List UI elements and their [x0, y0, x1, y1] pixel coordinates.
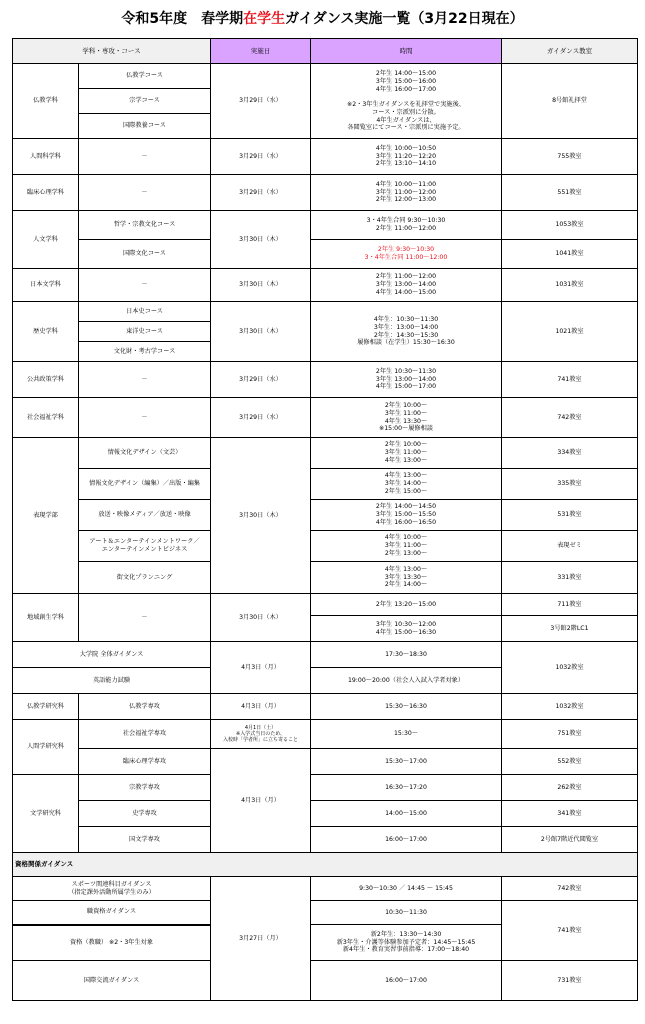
table-row	[13, 531, 638, 562]
header-room: ガイダンス教室	[502, 39, 638, 64]
table-row	[13, 469, 638, 500]
table-row	[13, 302, 638, 322]
time-cell: 2年生 14:00～14:50 3年生 15:00～15:50 4年生 16:00～16:50	[311, 500, 502, 531]
room-cell: 755教室	[502, 139, 638, 175]
room-cell: 551教室	[502, 175, 638, 211]
title-suffix: ガイダンス実施一覧（3月22日現在）	[285, 11, 524, 27]
room-cell: 341教室	[502, 801, 638, 827]
time-cell: 14:00～15:00	[311, 801, 502, 827]
header-time: 時間	[311, 39, 502, 64]
course-cell: －	[79, 139, 211, 175]
dept-cell: 仏教学科	[13, 64, 79, 139]
course-cell: 仏教学専攻	[79, 694, 211, 720]
course-cell: －	[79, 362, 211, 398]
time-cell: 4年生：10:30～11:30 3年生：13:00～14:00 2年生：14:30～15:30 履修相談（在学生）15:30～16:30	[311, 302, 502, 362]
date-cell: 3月29日（水）	[211, 398, 311, 438]
guidance-label: スポーツ関連科目ガイダンス （指定課外活動所属学生のみ）	[13, 877, 211, 901]
course-cell: 国際教養コース	[79, 114, 211, 139]
date-cell: 3月29日（水）	[211, 362, 311, 398]
room-cell: 2号館7階近代閲覧室	[502, 827, 638, 853]
table-row	[13, 139, 638, 175]
room-cell: 552教室	[502, 749, 638, 775]
course-cell: 情報文化デザイン（文芸）	[79, 438, 211, 469]
table-row	[13, 720, 638, 749]
date-cell: 3月30日（木）	[211, 302, 311, 362]
course-cell: 臨床心理学専攻	[79, 749, 211, 775]
time-cell: 15:30～17:00	[311, 749, 502, 775]
date-cell: 4月1日（土） ※入学式当日のため、 入校時「学者所」に立ち寄ること	[211, 720, 311, 749]
dept-cell: 人間科学科	[13, 139, 79, 175]
course-cell: 日本史コース	[79, 302, 211, 322]
course-cell: 史学専攻	[79, 801, 211, 827]
course-cell: 情報文化デザイン（編集）／出版・編集	[79, 469, 211, 500]
room-cell: 表現ゼミ	[502, 531, 638, 562]
time-cell: 15:30～16:30	[311, 694, 502, 720]
course-cell: －	[79, 594, 211, 642]
dept-cell: 公共政策学科	[13, 362, 79, 398]
table-row	[13, 642, 638, 668]
title-prefix: 令和5年度 春学期	[121, 11, 244, 27]
grad-guidance-label: 大学院 全体ガイダンス	[13, 642, 211, 668]
time-cell: 2年生 11:00～12:00 3年生 13:00～14:00 4年生 14:00～15:00	[311, 269, 502, 302]
date-cell: 4月3日（月）	[211, 749, 311, 853]
course-cell: 街文化プランニング	[79, 562, 211, 594]
time-cell: 2年生 13:20～15:00	[311, 594, 502, 616]
room-cell: 731教室	[502, 961, 638, 1001]
time-cell: 4年生 13:00～ 3年生 13:30～ 2年生 14:00～	[311, 562, 502, 594]
table-row	[13, 398, 638, 438]
time-cell: 4年生 10:00～ 3年生 11:00～ 2年生 13:00～	[311, 531, 502, 562]
room-cell: 741教室	[502, 362, 638, 398]
room-cell: 3号館2階LC1	[502, 616, 638, 642]
table-row	[13, 64, 638, 89]
table-row	[13, 175, 638, 211]
room-cell: 742教室	[502, 877, 638, 901]
title-highlight: 在学生	[243, 11, 286, 27]
table-row	[13, 362, 638, 398]
header-date: 実施日	[211, 39, 311, 64]
table-row	[13, 749, 638, 775]
course-cell: －	[79, 175, 211, 211]
room-cell: 1053教室	[502, 211, 638, 240]
time-cell: 10:30～11:30	[311, 901, 502, 925]
time-cell: 2年生 10:00～ 3年生 11:00～ 4年生 13:00～	[311, 438, 502, 469]
time-cell: 9:30～10:30 ／ 14:45 ～ 15:45	[311, 877, 502, 901]
course-cell: 宗教学専攻	[79, 775, 211, 801]
room-cell: 331教室	[502, 562, 638, 594]
time-cell: 15:30～	[311, 720, 502, 749]
course-cell: 国際文化コース	[79, 240, 211, 269]
dept-cell: 地域創生学科	[13, 594, 79, 642]
time-cell: 3・4年生合同 9:30～10:30 2年生 11:00～12:00	[311, 211, 502, 240]
course-cell: 放送・映像メディア／放送・映像	[79, 500, 211, 531]
time-cell-highlight: 2年生 9:30～10:30 3・4年生合同 11:00～12:00	[311, 240, 502, 269]
table-row	[13, 827, 638, 853]
course-cell: 社会福祉学専攻	[79, 720, 211, 749]
time-cell: 2年生 10:30～11:30 3年生 13:00～14:00 4年生 15:00～17:00	[311, 362, 502, 398]
room-cell: 8号館礼拝堂	[502, 64, 638, 139]
room-cell: 334教室	[502, 438, 638, 469]
time-cell: 19:00～20:00（社会人入試入学者対象）	[311, 668, 502, 694]
room-cell: 531教室	[502, 500, 638, 531]
table-row	[13, 562, 638, 594]
time-cell: 3年生 10:30～12:00 4年生 15:00～16:30	[311, 616, 502, 642]
table-row	[13, 801, 638, 827]
dept-cell: 歴史学科	[13, 302, 79, 362]
room-cell: 335教室	[502, 469, 638, 500]
room-cell: 1032教室	[502, 642, 638, 694]
time-cell: 17:30～18:30	[311, 642, 502, 668]
course-cell: 哲学・宗教文化コース	[79, 211, 211, 240]
time-cell: 4年生 10:00～10:50 3年生 11:20～12:20 2年生 13:10～14:10	[311, 139, 502, 175]
table-row	[13, 775, 638, 801]
date-cell: 3月29日（水）	[211, 139, 311, 175]
time-cell: 16:30～17:20	[311, 775, 502, 801]
room-cell: 262教室	[502, 775, 638, 801]
table-row	[13, 961, 638, 1001]
time-cell: 16:00～17:00	[311, 961, 502, 1001]
dept-cell: 人間学研究科	[13, 720, 79, 775]
room-cell: 1032教室	[502, 694, 638, 720]
table-row	[13, 500, 638, 531]
guidance-label: 資格（教職） ※2・3年生対象	[13, 925, 211, 961]
table-row	[13, 211, 638, 240]
date-cell: 3月29日（水）	[211, 175, 311, 211]
header-dept: 学科・専攻・コース	[13, 39, 211, 64]
page-title	[0, 8, 645, 28]
dept-cell: 表現学部	[13, 438, 79, 594]
room-cell: 751教室	[502, 720, 638, 749]
table-row	[13, 594, 638, 616]
time-cell: 4年生 13:00～ 3年生 14:00～ 2年生 15:00～	[311, 469, 502, 500]
time-cell: 4年生 10:00～11:00 3年生 11:00～12:00 2年生 12:00～13:00	[311, 175, 502, 211]
course-cell: 宗学コース	[79, 89, 211, 114]
guidance-label: 国際交流ガイダンス	[13, 961, 211, 1001]
time-cell: 2年生 10:00～ 3年生 11:00～ 4年生 13:30～ ※15:00～履修相談	[311, 398, 502, 438]
course-cell: 仏教学コース	[79, 64, 211, 89]
english-test-label: 英語能力試験	[13, 668, 211, 694]
time-cell: 16:00～17:00	[311, 827, 502, 853]
table-row	[13, 269, 638, 302]
dept-cell: 臨床心理学科	[13, 175, 79, 211]
dept-cell: 社会福祉学科	[13, 398, 79, 438]
room-cell: 741教室	[502, 901, 638, 961]
room-cell: 742教室	[502, 398, 638, 438]
course-cell: 東洋史コース	[79, 322, 211, 342]
dept-cell: 日本文学科	[13, 269, 79, 302]
course-cell: アート＆エンターテインメントワーク／ エンターテインメントビジネス	[79, 531, 211, 562]
date-cell: 3月27日（月）	[211, 877, 311, 1001]
date-cell: 3月30日（木）	[211, 269, 311, 302]
guidance-label: 職資格ガイダンス	[13, 901, 211, 925]
date-cell: 4月3日（月）	[211, 694, 311, 720]
section-row	[13, 853, 638, 877]
table-row	[13, 877, 638, 901]
room-cell: 1021教室	[502, 302, 638, 362]
room-cell: 711教室	[502, 594, 638, 616]
table-row	[13, 240, 638, 269]
date-cell: 3月29日（水）	[211, 64, 311, 139]
table-row	[13, 901, 638, 925]
date-cell: 4月3日（月）	[211, 642, 311, 694]
table-row	[13, 694, 638, 720]
dept-cell: 人文学科	[13, 211, 79, 269]
course-cell: 国文学専攻	[79, 827, 211, 853]
dept-cell: 文学研究科	[13, 775, 79, 853]
section-title: 資格関係ガイダンス	[13, 853, 638, 877]
time-cell: 新2年生：13:30～14:30 新3年生・介護等体験参加予定者：14:45～15:45 新4年生・教育実習事前指導：17:00～18:40	[311, 925, 502, 961]
room-cell: 1031教室	[502, 269, 638, 302]
date-cell: 3月30日（木）	[211, 594, 311, 642]
guidance-table	[12, 38, 638, 1001]
course-cell: －	[79, 269, 211, 302]
time-cell: 2年生 14:00～15:00 3年生 15:00～16:00 4年生 16:00～17:00 ※2・3年生ガイダンスを礼拝堂で実施後、 コース・宗派別に分散。 4年生ガイダンスは、 各閲覧室にてコース・宗派別に実施予定。	[311, 64, 502, 139]
date-cell: 3月30日（木）	[211, 438, 311, 594]
date-cell: 3月30日（木）	[211, 211, 311, 269]
room-cell: 1041教室	[502, 240, 638, 269]
course-cell: 文化財・考古学コース	[79, 342, 211, 362]
header-row	[13, 39, 638, 64]
table-row	[13, 438, 638, 469]
course-cell: －	[79, 398, 211, 438]
dept-cell: 仏教学研究科	[13, 694, 79, 720]
